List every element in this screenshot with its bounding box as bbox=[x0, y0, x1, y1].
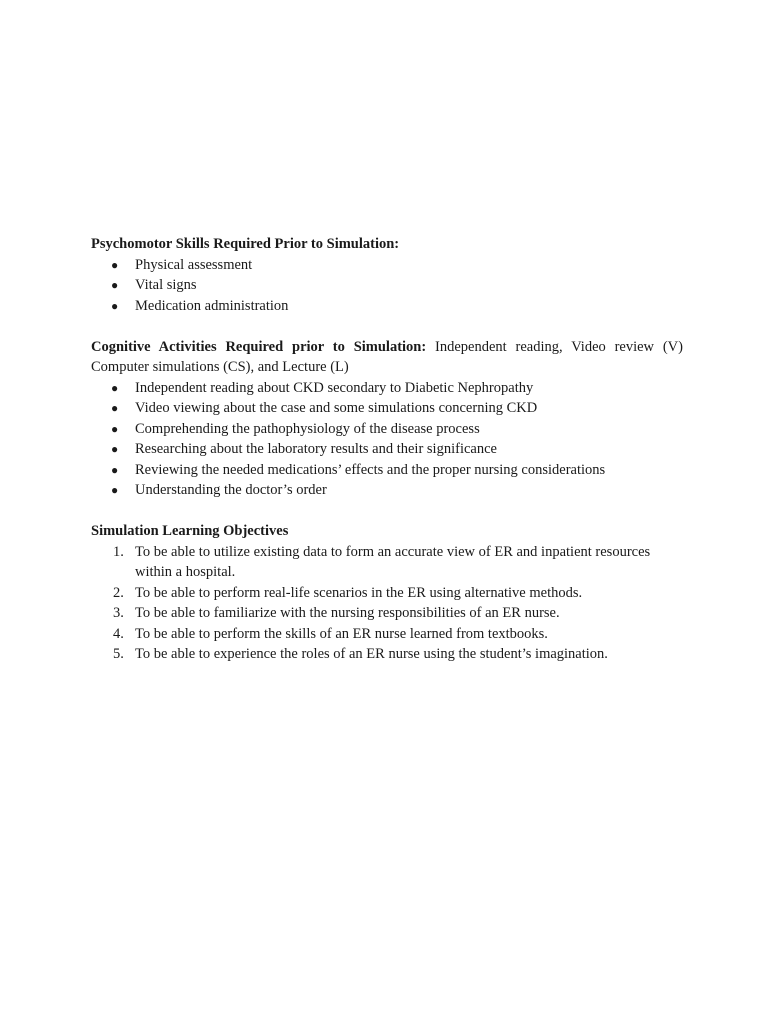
bullet-icon: ● bbox=[111, 278, 119, 292]
list-item-text: Researching about the laboratory results and their significance bbox=[135, 441, 497, 457]
list-item bbox=[91, 460, 683, 481]
list-item-text: To be able to experience the roles of an ER nurse using the student’s imagination. bbox=[135, 646, 608, 662]
bullet-icon: ● bbox=[111, 442, 119, 456]
bullet-icon: ● bbox=[111, 462, 119, 477]
cognitive-list bbox=[91, 378, 683, 501]
list-item-text: Reviewing the needed medications’ effects and the proper nursing considerations bbox=[135, 461, 606, 478]
list-item bbox=[91, 480, 683, 501]
list-item-text: Vital signs bbox=[135, 277, 197, 293]
list-item-text: To be able to utilize existing data to form an accurate view of ER and inpatient resources within a hospital. bbox=[135, 543, 651, 580]
list-item-text: Understanding the doctor’s order bbox=[135, 482, 327, 498]
cognitive-intro: Independent reading, Video review (V) Computer simulations (CS), and Lecture (L) bbox=[91, 338, 683, 375]
document-body bbox=[91, 234, 683, 665]
cognitive-heading: Cognitive Activities Required prior to Simulation: bbox=[91, 338, 427, 355]
list-item bbox=[91, 439, 683, 460]
psychomotor-section bbox=[91, 234, 683, 316]
list-item bbox=[91, 419, 683, 440]
list-item bbox=[91, 583, 683, 604]
psychomotor-list bbox=[91, 255, 683, 317]
list-item-text: Medication administration bbox=[135, 297, 289, 314]
list-item-text: To be able to familiarize with the nursing responsibilities of an ER nurse. bbox=[135, 605, 560, 621]
bullet-icon: ● bbox=[111, 298, 119, 313]
list-item bbox=[91, 255, 683, 276]
list-item-text: Physical assessment bbox=[135, 256, 253, 273]
bullet-icon: ● bbox=[111, 401, 119, 415]
objectives-list bbox=[91, 542, 683, 665]
list-item-text: To be able to perform the skills of an ER nurse learned from textbooks. bbox=[135, 625, 548, 642]
list-item bbox=[91, 644, 683, 665]
list-item bbox=[91, 378, 683, 399]
bullet-icon: ● bbox=[111, 380, 119, 395]
list-number: 5. bbox=[113, 646, 124, 662]
list-item bbox=[91, 296, 683, 317]
cognitive-paragraph bbox=[91, 337, 683, 378]
list-item bbox=[91, 624, 683, 645]
list-item bbox=[91, 603, 683, 624]
list-item bbox=[91, 275, 683, 296]
objectives-section bbox=[91, 521, 683, 665]
list-item bbox=[91, 542, 683, 583]
bullet-icon: ● bbox=[111, 257, 119, 272]
list-item bbox=[91, 398, 683, 419]
list-item-text: Independent reading about CKD secondary to Diabetic Nephropathy bbox=[135, 379, 534, 396]
cognitive-section bbox=[91, 337, 683, 501]
psychomotor-heading: Psychomotor Skills Required Prior to Simulation: bbox=[91, 236, 400, 252]
list-item-text: Comprehending the pathophysiology of the disease process bbox=[135, 420, 480, 437]
list-number: 2. bbox=[113, 584, 124, 601]
list-item-text: To be able to perform real-life scenarios in the ER using alternative methods. bbox=[135, 584, 583, 601]
bullet-icon: ● bbox=[111, 421, 119, 436]
list-item-text: Video viewing about the case and some simulations concerning CKD bbox=[135, 400, 538, 416]
list-number: 3. bbox=[113, 605, 124, 621]
list-number: 4. bbox=[113, 625, 124, 642]
objectives-heading: Simulation Learning Objectives bbox=[91, 523, 289, 539]
list-number: 1. bbox=[113, 543, 124, 560]
bullet-icon: ● bbox=[111, 483, 119, 497]
